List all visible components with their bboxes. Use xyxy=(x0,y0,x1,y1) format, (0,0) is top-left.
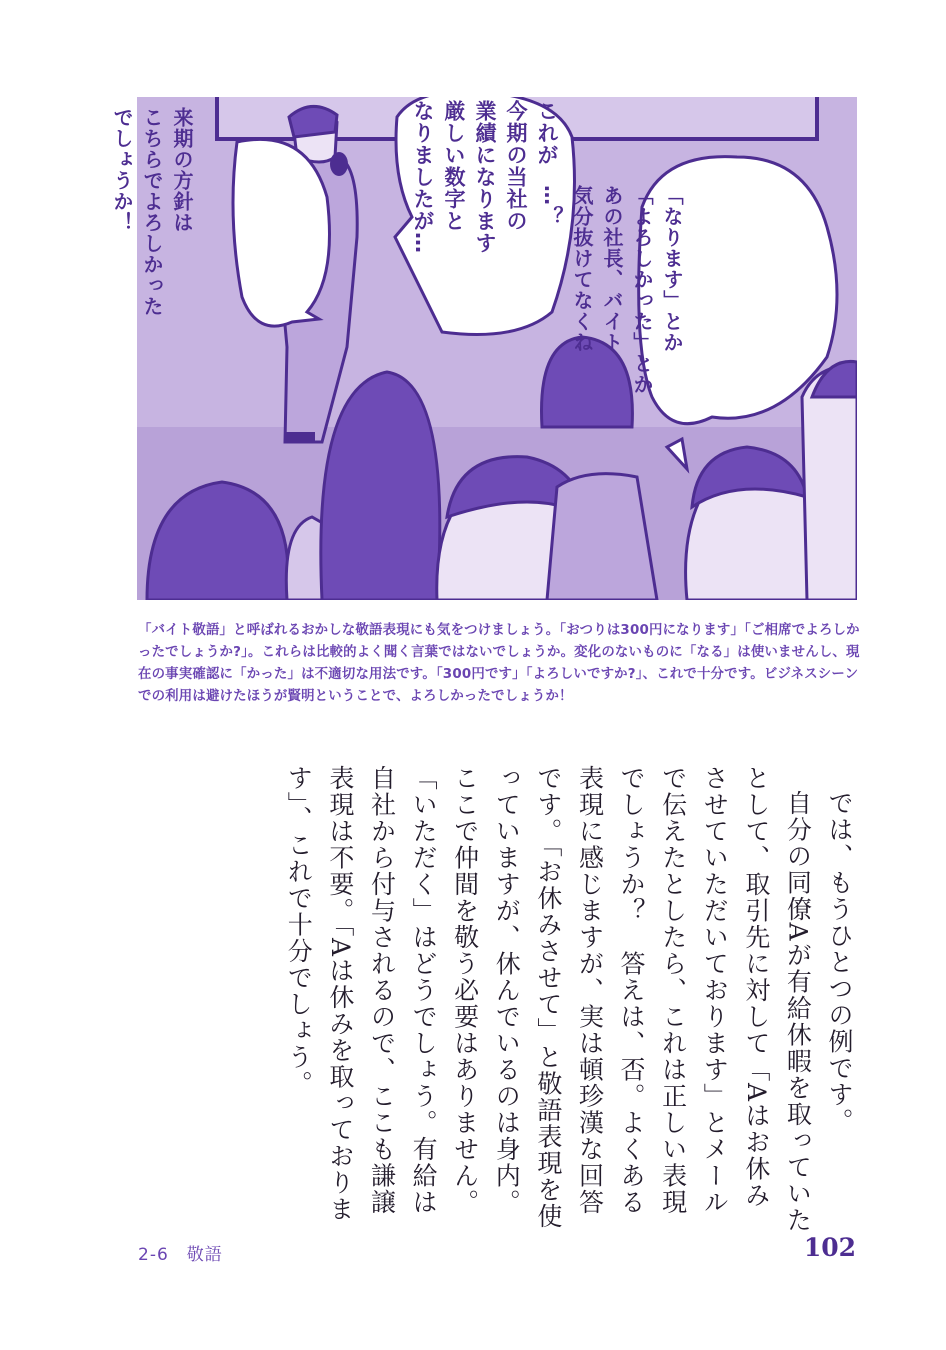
body-paragraph-2: 自分の同僚Aが有給休暇を取っていたとして、取引先に対して「Aはお休みさせていただいております」とメールで伝えたとしたら、これは正しい表現でしょうか？ 答えは、否。よくある表現に感じますが、実は頓珍漢な回答です。「お休みさせて」と敬語表現を使っていますが、休んでいるのは身内。ここで仲間を敬う必要はありません。「いただく」はどうでしょう。有給は自社から付与されるので、ここも謙譲表現は不要。「Aは休みを取っております」、これで十分でしょう。 xyxy=(284,765,813,1234)
body-paragraph-1: では、もうひとつの例です。 xyxy=(825,790,854,1135)
footer-section-title: 2-6 敬語 xyxy=(138,1245,223,1265)
speech-bubble-left xyxy=(233,139,330,326)
manga-illustration xyxy=(110,97,857,600)
illustration-caption: 「バイト敬語」と呼ばれるおかしな敬語表現にも気をつけましょう。「おつりは300円になります」「ご相席でよろしかったでしょうか?」。これらは比較的よく聞く言葉ではないでしょうか。変化のないものに「なる」は使いませんし、現在の事実確認に「かった」は不適切な用法です。「300円です」「よろしいですか?」、これで十分です。ビジネスシーンでの利用は避けたほうが賢明ということで、よろしかったでしょうか！ xyxy=(138,623,860,704)
audience-thought-text: 「なります」とか 「よろしかった」とか あの社長、バイト 気分抜けてなくね …？ xyxy=(540,185,684,395)
presenter-question-text: 来期の方針は こちらでよろしかった でしょうか！ xyxy=(110,107,194,317)
microphone-icon xyxy=(330,152,348,176)
presenter-speech-text: これが 今期の当社の 業績になります 厳しい数字と なりましたが… xyxy=(411,100,559,254)
page-number: 102 xyxy=(803,1233,856,1262)
main-body-text xyxy=(120,765,860,1235)
